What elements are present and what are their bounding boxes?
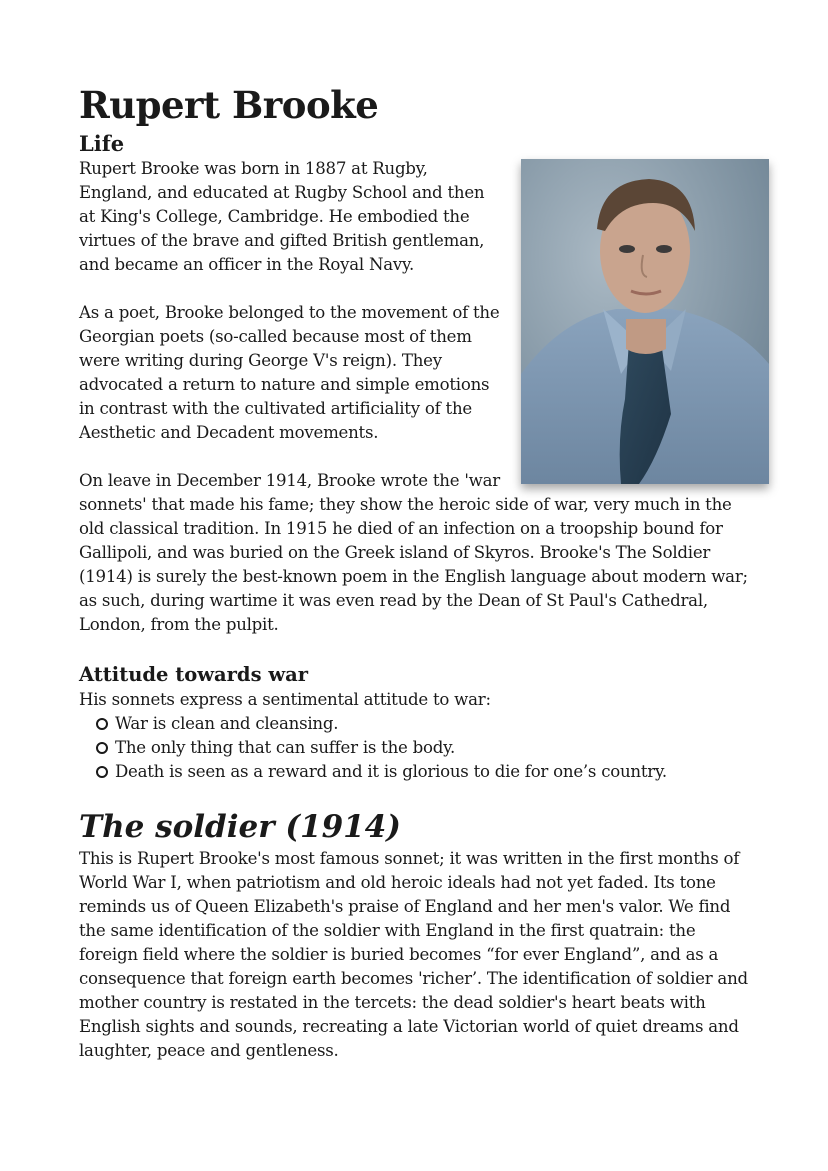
document-content (79, 82, 759, 1063)
soldier-paragraph: This is Rupert Brooke's most famous sonnet; it was written in the first months of World War I, when patriotism and old heroic ideals had not yet faded. Its tone reminds us of Queen Elizabeth's praise of England and her men's valor. We find the same identification of the soldier with England in the first quatrain: the foreign field where the soldier is buried becomes “for ever England”, and as a consequence that foreign earth becomes 'richer’. The identification of soldier and mother country is restated in the tercets: the dead soldier's heart beats with English sights and sounds, recreating a late Victorian world of quiet dreams and laughter, peace and gentleness. (79, 849, 748, 1060)
attitude-list (79, 712, 759, 784)
life-paragraph-2: As a poet, Brooke belonged to the movement of the Georgian poets (so-called because most of them were writing during George V's reign). They advocated a return to nature and simple emotions in contrast with the cultivated artificiality of the Aesthetic and Decadent movements. (79, 303, 500, 442)
bullet-circle-icon (96, 766, 108, 778)
bullet-circle-icon (96, 718, 108, 730)
page-title: Rupert Brooke (79, 83, 379, 127)
list-item-text: Death is seen as a reward and it is glorious to die for one’s country. (115, 762, 667, 781)
soldier-heading: The soldier (1914) (79, 809, 401, 845)
portrait-photo (521, 159, 769, 484)
list-item-text: War is clean and cleansing. (115, 714, 339, 733)
list-item (96, 736, 759, 760)
list-item-text: The only thing that can suffer is the body. (115, 738, 456, 757)
bullet-circle-icon (96, 742, 108, 754)
attitude-intro: His sonnets express a sentimental attitude to war: (79, 690, 491, 709)
list-item (96, 760, 759, 784)
life-paragraph-3: On leave in December 1914, Brooke wrote the 'war sonnets' that made his fame; they show the heroic side of war, very much in the old classical tradition. In 1915 he died of an infection on a troopship bound for Gallipoli, and was buried on the Greek island of Skyros. Brooke's The Soldier (1914) is surely the best-known poem in the English language about modern war; as such, during wartime it was even read by the Dean of St Paul's Cathedral, London, from the pulpit. (79, 471, 748, 634)
life-heading: Life (79, 131, 125, 156)
attitude-heading: Attitude towards war (79, 663, 309, 686)
list-item (96, 712, 759, 736)
life-paragraph-1: Rupert Brooke was born in 1887 at Rugby, England, and educated at Rugby School and then at King's College, Cambridge. He embodied the virtues of the brave and gifted British gentleman, and became an officer in the Royal Navy. (79, 159, 485, 274)
